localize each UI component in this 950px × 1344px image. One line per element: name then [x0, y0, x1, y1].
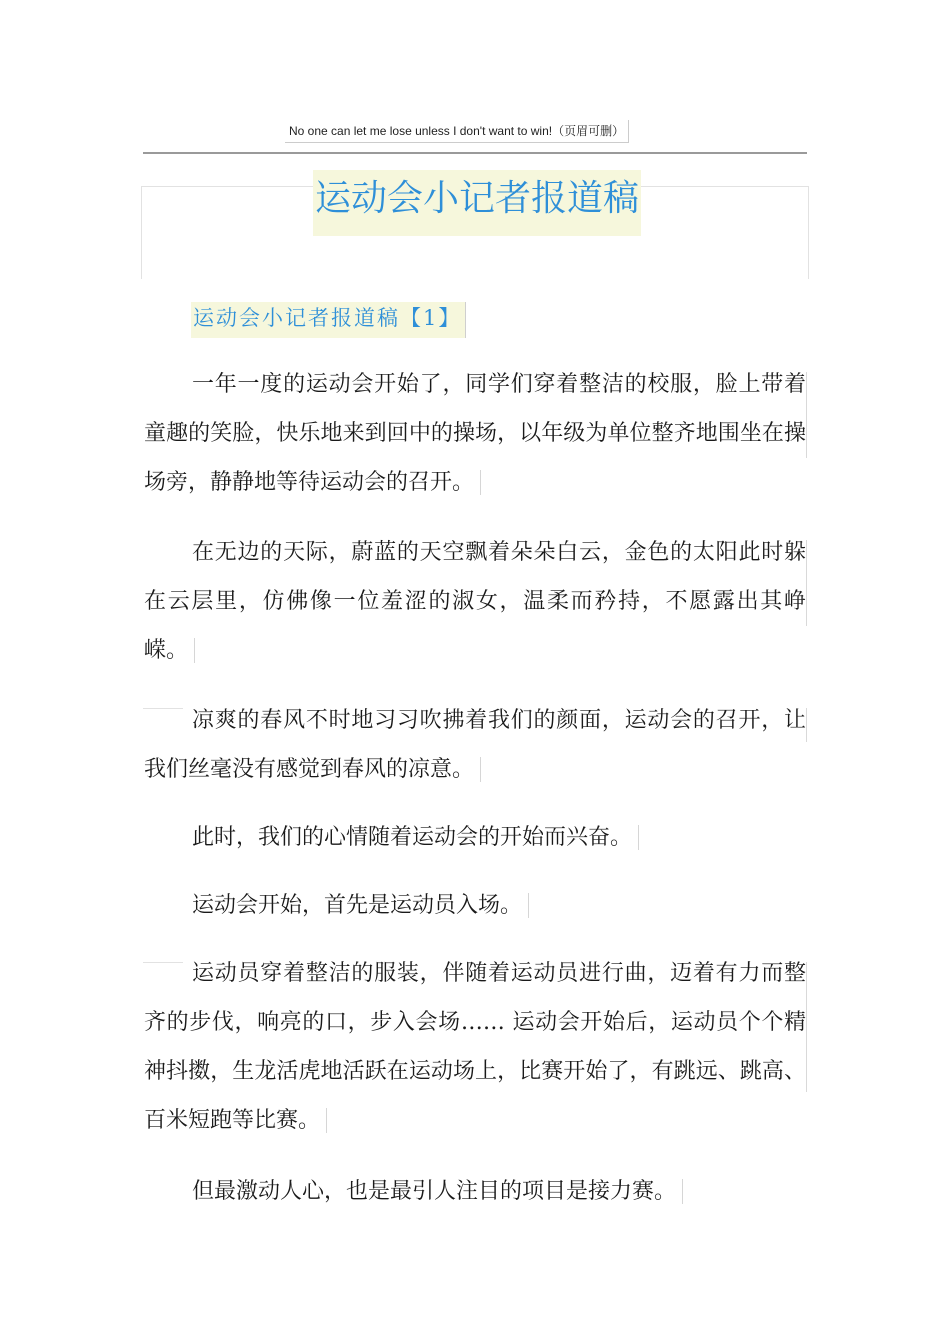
header-divider	[143, 152, 807, 154]
section-heading: 运动会小记者报道稿【1】	[191, 302, 466, 338]
paragraph-6-text: 运动员穿着整洁的服装，伴随着运动员进行曲，迈着有力而整齐的步伐，响亮的口，步入会场…… 运动会开始后，运动员个个精神抖擞，生龙活虎地活跃在运动场上，比赛开始了，有跳远、跳高、百米短跑等比赛。	[144, 961, 806, 1133]
paragraph-1	[144, 360, 806, 507]
paragraph-5	[144, 881, 806, 930]
header-text: No one can let me lose unless I don't want to win!（页眉可删）	[285, 120, 629, 143]
paragraph-6-edge	[806, 962, 807, 1092]
paragraph-2	[144, 528, 806, 675]
paragraph-6	[144, 949, 806, 1145]
paragraph-1-edge	[806, 372, 807, 458]
paragraph-3-text: 凉爽的春风不时地习习吹拂着我们的颜面，运动会的召开，让我们丝毫没有感觉到春风的凉意。	[144, 708, 806, 782]
paragraph-7-text: 但最激动人心，也是最引人注目的项目是接力赛。	[192, 1179, 683, 1204]
document-title: 运动会小记者报道稿	[313, 170, 641, 236]
paragraph-2-text: 在无边的天际，蔚蓝的天空飘着朵朵白云，金色的太阳此时躲在云层里，仿佛像一位羞涩的淑女，温柔而矜持，不愿露出其峥嵘。	[144, 540, 806, 663]
paragraph-3-edge	[806, 708, 807, 742]
paragraph-3	[144, 696, 806, 794]
paragraph-2-edge	[806, 540, 807, 626]
paragraph-4-text: 此时，我们的心情随着运动会的开始而兴奋。	[192, 825, 639, 850]
paragraph-7	[144, 1167, 806, 1216]
paragraph-5-text: 运动会开始，首先是运动员入场。	[192, 893, 529, 918]
paragraph-1-text: 一年一度的运动会开始了，同学们穿着整洁的校服，脸上带着童趣的笑脸，快乐地来到回中的操场，以年级为单位整齐地围坐在操场旁，静静地等待运动会的召开。	[144, 372, 806, 495]
paragraph-4	[144, 813, 806, 862]
